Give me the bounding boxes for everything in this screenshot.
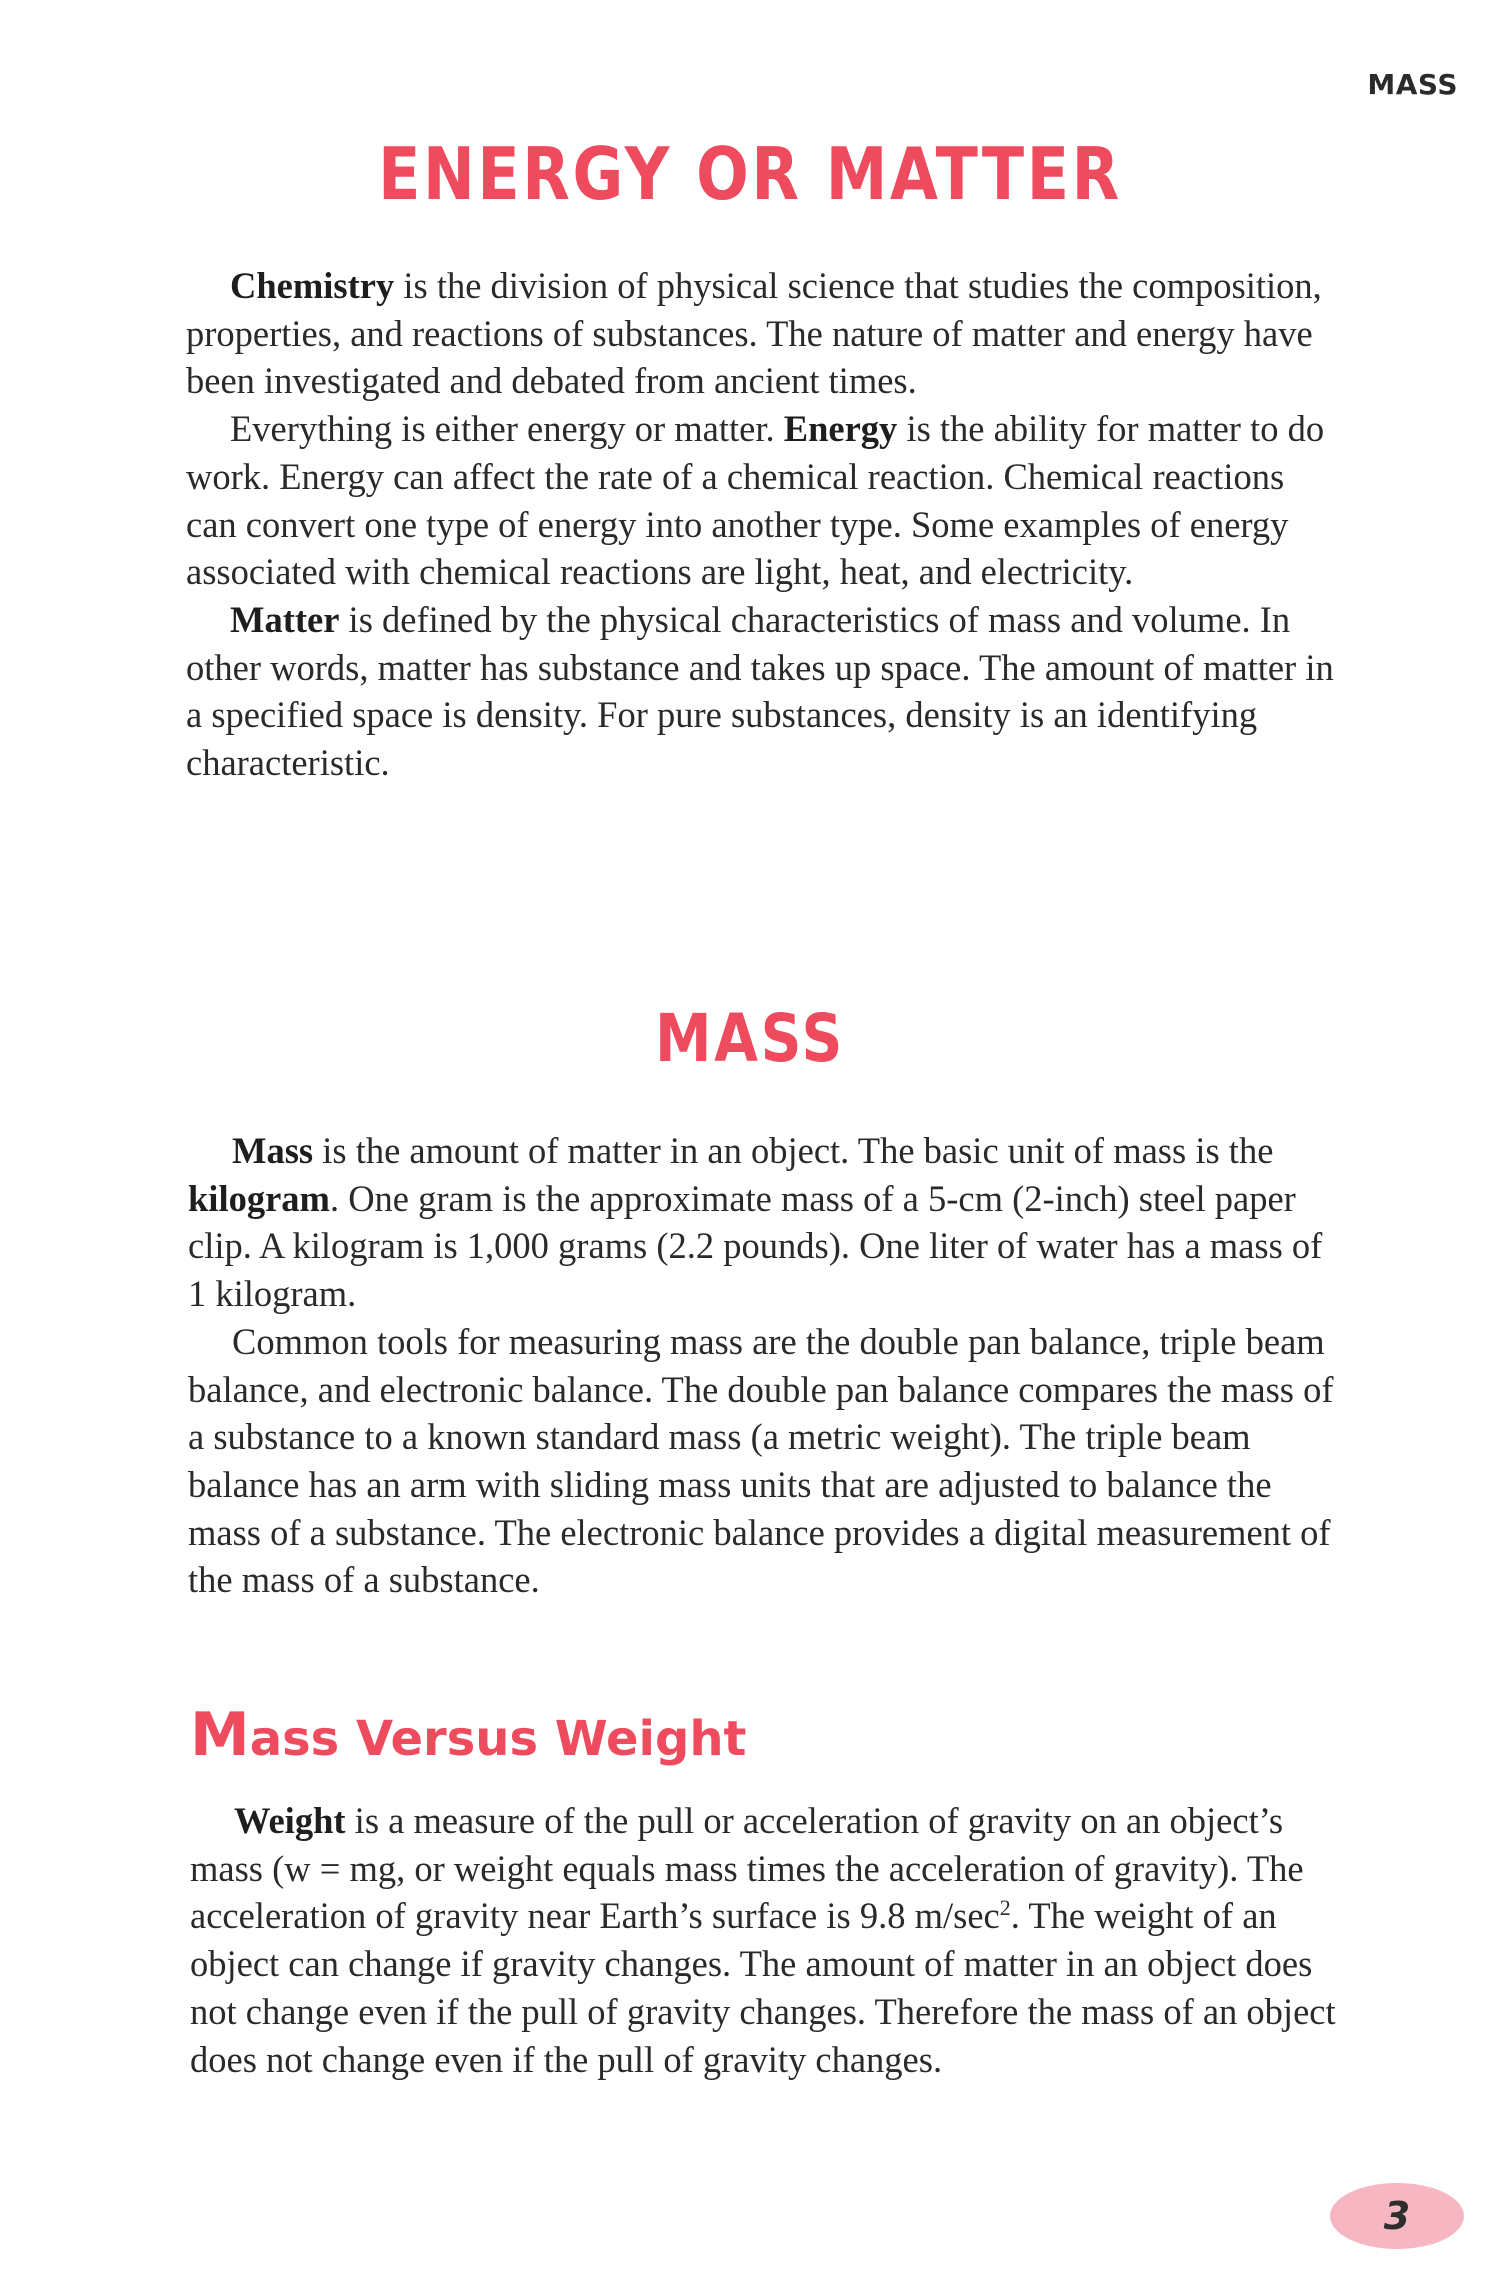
- paragraph-text: is the division of physical science that studies the composition, properties, and reactions of substances. The nature of matter and energy have been investigated and debated from ancient times.: [186, 265, 1322, 402]
- paragraph-matter: [186, 596, 1336, 787]
- paragraph-energy: [186, 405, 1336, 596]
- term-energy: Energy: [783, 408, 898, 450]
- paragraph-text: Everything is either energy or matter.: [230, 408, 784, 450]
- term-matter: Matter: [230, 598, 340, 640]
- page-number-badge: 3: [1330, 2183, 1464, 2249]
- energy-or-matter-body: [186, 262, 1336, 787]
- term-kilogram: kilogram: [188, 1177, 330, 1219]
- paragraph-text: is a measure of the pull or acceleration of gravity on an object’s mass (w = mg, or weight equals mass times the acceleration of gravity). The acceleration of gravity near Earth’s surface is 9.8 m/sec: [190, 1800, 1304, 1937]
- section-title-mass: MASS: [655, 1000, 845, 1077]
- paragraph-text: is the ability for matter to do work. Energy can affect the rate of a chemical reaction. Chemical reactions can convert one type of energy into another type. Some examples of energy associated with chemical reactions are light, heat, and electricity.: [186, 408, 1325, 593]
- subsection-title-mass-versus-weight: [190, 1700, 746, 1770]
- running-head: MASS: [1367, 68, 1458, 101]
- paragraph-weight: [190, 1797, 1340, 2083]
- paragraph-mass-definition: [188, 1127, 1338, 1318]
- paragraph-text: Common tools for measuring mass are the double pan balance, triple beam balance, and electronic balance. The double pan balance compares the mass of a substance to a known standard mass (a metric weight). The triple beam balance has an arm with sliding mass units that are adjusted to balance the mass of a substance. The electronic balance provides a digital measurement of the mass of a substance.: [188, 1320, 1334, 1601]
- mass-versus-weight-body: [190, 1797, 1340, 2083]
- paragraph-text: is the amount of matter in an object. The basic unit of mass is the: [313, 1130, 1274, 1171]
- term-mass: Mass: [232, 1130, 314, 1171]
- subhead-cap: M: [190, 1700, 250, 1770]
- paragraph-text: . The weight of an object can change if gravity changes. The amount of matter in an object does not change even if the pull of gravity changes. Therefore the mass of an object does not change even if the pull of gravity changes.: [190, 1895, 1336, 2080]
- paragraph-text: . One gram is the approximate mass of a 5-cm (2-inch) steel paper clip. A kilogram is 1,000 grams (2.2 pounds). One liter of water has a mass of 1 kilogram.: [188, 1177, 1323, 1315]
- section-title-energy-or-matter: ENERGY OR MATTER: [378, 132, 1122, 216]
- term-chemistry: Chemistry: [230, 265, 395, 306]
- subhead-rest: ass Versus Weight: [249, 1711, 747, 1767]
- paragraph-text: is defined by the physical characteristics of mass and volume. In other words, matter has substance and takes up space. The amount of matter in a specified space is density. For pure substances, density is an identifying characteristic.: [186, 598, 1334, 784]
- paragraph-mass-tools: [188, 1318, 1338, 1604]
- superscript-2: 2: [999, 1895, 1011, 1921]
- paragraph-chemistry: [186, 262, 1336, 405]
- term-weight: Weight: [234, 1800, 346, 1841]
- mass-body: [188, 1127, 1338, 1604]
